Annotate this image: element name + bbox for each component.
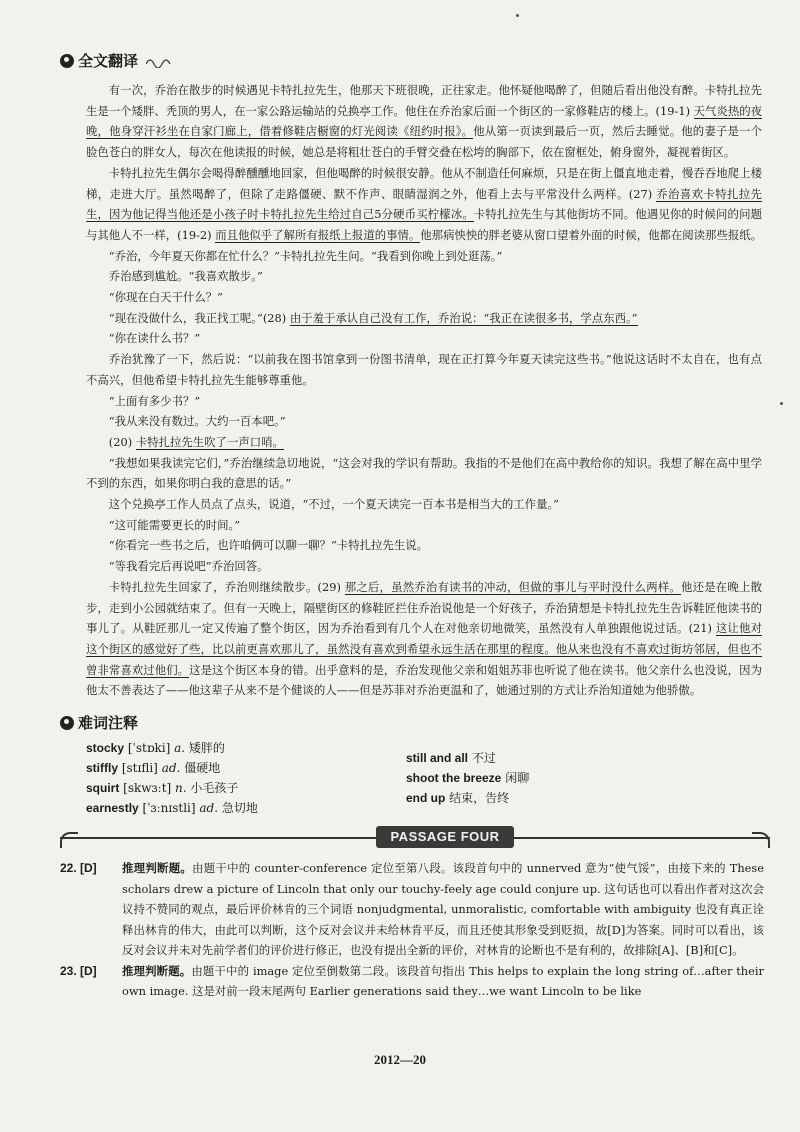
text-run: “这可能需要更长的时间。” <box>108 517 241 532</box>
answer-explanations <box>60 858 764 1002</box>
text-run: “现在没做什么，我正找工呢。”(28) <box>108 310 290 325</box>
vocab-entry <box>86 778 386 798</box>
paragraph <box>86 515 762 536</box>
underlined-answer-text: 而且他似乎了解所有报纸上报道的事情。 <box>215 227 421 242</box>
underlined-answer-text: 乔治喜欢卡特扎拉先生，因为他记得当他还是小孩子时卡特扎拉先生给过自己5分硬币买柠檬冰。 <box>86 186 762 222</box>
vocab-entry <box>406 788 706 808</box>
answer-explanation: 由题干中的 counter-conference 定位至第八段。该段首句中的 unnerved 意为“使气馁”，由接下来的 These scholars drew a picture of Lincoln that only our touchy-feely age could conjure up. 这句话也可以看出作者对这次会议持不赞同的观点，最后评价林肯的三个词语 nonjudgmental, unmoralistic, comfortable with ambiguity 也没有真正诠释出林肯的伟大，由此可以判断，这个反对会议并未给林肯平反，而且还使其形象受到贬损，故[D]为答案。同时可以看出，该反对会议并未对先前学者们的评价进行修正，也没有提出全新的评价，对林肯的论断也不是有利的，故排除[A]、[B]和[C]。 <box>122 861 764 957</box>
answer-item <box>60 961 764 1002</box>
text-run: “乔治，今年夏天你都在忙什么？”卡特扎拉先生问。“我看到你晚上到处逛荡。” <box>108 248 503 263</box>
text-run: 乔治感到尴尬。“我喜欢散步。” <box>108 269 263 284</box>
text-run: 他那病怏怏的胖老婆从窗口望着外面的时候，他都在阅读那些报纸。 <box>420 227 763 242</box>
vocab-word: still and all <box>406 751 469 765</box>
answer-number: 23. [D] <box>60 963 97 978</box>
text-run: “你在读什么书？” <box>108 331 201 346</box>
section-translation-title: 全文翻译 <box>78 52 139 70</box>
underlined-answer-text: 这让他对这个街区的感觉好了些，比以前更喜欢那儿了，虽然没有喜欢到希望永远生活在那里的程度。 <box>86 621 762 656</box>
underlined-answer-text: 那之后，虽然乔治有读书的冲动，但做的事儿与平时没什么两样。 <box>344 579 682 594</box>
paragraph <box>86 349 762 390</box>
paragraph <box>86 556 762 577</box>
vocab-pos: ad. <box>161 761 181 775</box>
underlined-answer-text: 天气炎热的夜晚，他身穿汗衫坐在自家门廊上，借着修鞋店橱窗的灯光阅读《纽约时报》。 <box>86 103 762 139</box>
vocab-entry <box>406 748 706 768</box>
paragraph <box>86 246 762 267</box>
text-run: 这是这个街区本身的错。出乎意料的是，乔治发现他父亲和姐姐苏菲也听说了他在读书。他父亲什么也没说，因为他太不善表达了——他这辈子从来不是个健谈的人——但是苏菲对乔治更温和了，她通过别的方式让乔治知道她为他骄傲。 <box>86 662 762 698</box>
text-run: 卡特扎拉先生偶尔会喝得醉醺醺地回家，但他喝醉的时候很安静。他从不制造任何麻烦，只是在街上僵直地走着，慢吞吞地爬上楼梯，走进大厅。虽然喝醉了，但除了走路僵硬、默不作声、眼睛湿润之外，他看上去与平常没什么两样。(27) <box>86 165 762 201</box>
speck <box>780 402 783 405</box>
paragraph <box>86 287 762 308</box>
paragraph <box>86 577 762 701</box>
text-run: 乔治犹豫了一下，然后说：“以前我在图书馆拿到一份图书清单，现在正打算今年夏天读完这些书。”他说这话时不太自在，也有点不高兴，但他希望卡特扎拉先生能够尊重他。 <box>86 352 762 387</box>
text-run: “上面有多少书？” <box>108 393 201 408</box>
vocab-phon: [ˈstɒki] <box>127 741 171 755</box>
paragraph <box>86 411 762 432</box>
underlined-answer-text: 由于羞于承认自己没有工作，乔治说：“我正在读很多书，学点东西。” <box>289 310 638 325</box>
vocab-pos: ad. <box>199 801 219 815</box>
translation-body <box>86 80 762 701</box>
vocab-word: squirt <box>86 781 120 795</box>
paragraph <box>86 391 762 412</box>
paragraph <box>86 308 762 329</box>
text-run: 卡特扎拉先生与其他街坊不同。他遇见你的时候问的问题与其他人不一样，(19-2) <box>86 207 762 242</box>
vocab-word: stocky <box>86 741 125 755</box>
text-run: 有一次，乔治在散步的时候遇见卡特扎拉先生，他那天下班很晚，正往家走。他怀疑他喝醉了，但随后看出他没有醉。卡特扎拉先生是一个矮胖、秃顶的男人，在一家公路运输站的兑换亭工作。他住在乔治家后面一个街区的一家修鞋店的楼上。(19-1) <box>86 83 762 118</box>
vocab-word: shoot the breeze <box>406 771 502 785</box>
vocab-column-left <box>86 738 386 818</box>
passage-label: PASSAGE FOUR <box>376 826 514 848</box>
vocab-def: 矮胖的 <box>188 741 225 755</box>
vocab-word: end up <box>406 791 446 805</box>
vocab-def: 急切地 <box>221 801 258 815</box>
vocab-def: 不过 <box>471 751 496 765</box>
vocab-entry <box>406 768 706 788</box>
vocab-column-right <box>406 748 706 808</box>
answer-explanation: 由题干中的 image 定位至倒数第二段。该段首句指出 This helps to explain the long string of…after their own image. 这是对前一段末尾两句 Earlier generations said they…we want Lincoln to be like <box>122 963 764 998</box>
vocab-def: 闲聊 <box>505 771 530 785</box>
vocab-def: 僵硬地 <box>184 761 221 775</box>
page-number: 2012—20 <box>374 1052 426 1067</box>
curl-right-ornament <box>752 832 770 848</box>
text-run: “你现在白天干什么？” <box>108 290 223 305</box>
vocab-phon: [skwɜːt] <box>123 781 172 795</box>
section-vocab-header <box>60 712 138 733</box>
answer-item <box>60 858 764 961</box>
paragraph <box>86 80 762 163</box>
question-type: 推理判断题。 <box>122 861 193 875</box>
passage-divider <box>60 826 770 850</box>
vocab-entry <box>86 738 386 758</box>
vocab-pos: n. <box>175 781 187 795</box>
bulb-icon <box>60 716 74 730</box>
section-translation-header <box>60 50 172 71</box>
paragraph <box>86 494 762 515</box>
vocab-list <box>86 738 746 818</box>
vocab-entry <box>86 758 386 778</box>
text-run: “等我看完后再说吧”乔治回答。 <box>108 559 269 574</box>
text-run: 他还是在晚上散步，走到小公园就结束了。但有一天晚上，隔壁街区的修鞋匠拦住乔治说他是一个好孩子，乔治猜想是卡特扎拉先生告诉鞋匠他读书的事儿了。从鞋匠那儿一定又传遍了整个街区，因为乔治看到有几个人在对他亲切地微笑，虽然没有人单独跟他说过话。(21) <box>86 579 762 636</box>
text-run: “我从来没有数过。大约一百本吧。” <box>108 414 286 429</box>
text-run: 他从第一页读到最后一页，然后去睡觉。他的妻子是一个脸色苍白的胖女人，每次在他读报的时候，她总是将粗壮苍白的手臂交叠在松垮的胸部下，依在窗框处，俯身窗外，凝视着街区。 <box>86 124 762 160</box>
text-run: 这个兑换亭工作人员点了点头，说道，“不过，一个夏天读完一百本书是相当大的工作量。” <box>108 497 559 512</box>
paragraph <box>86 432 762 453</box>
question-type: 推理判断题。 <box>122 963 192 978</box>
underlined-answer-text: 卡特扎拉先生吹了一声口哨。 <box>135 434 284 449</box>
paragraph <box>86 163 762 246</box>
underlined-answer-text: 他从来也没有不喜欢过街坊邻居，但也不曾非常喜欢过他们。 <box>86 641 762 677</box>
curl-left-ornament <box>60 832 78 848</box>
answer-number: 22. [D] <box>60 861 97 875</box>
vocab-word: earnestly <box>86 801 139 815</box>
text-run: “你看完一些书之后，也许咱俩可以聊一聊？”卡特扎拉先生说。 <box>108 538 428 553</box>
vocab-phon: [ˈɜːnɪstli] <box>142 801 196 815</box>
vocab-pos: a. <box>174 741 186 755</box>
vocab-entry <box>86 798 386 818</box>
section-vocab-title: 难词注释 <box>78 714 139 732</box>
text-run: (20) <box>108 434 136 449</box>
speck <box>516 14 519 17</box>
text-run: 卡特扎拉先生回家了，乔治则继续散步。(29) <box>108 579 345 594</box>
paragraph <box>86 535 762 556</box>
paragraph <box>86 266 762 287</box>
wave-ornament-icon <box>146 54 172 68</box>
vocab-word: stiffly <box>86 761 119 775</box>
vocab-phon: [stɪfli] <box>121 761 158 775</box>
text-run: “我想如果我读完它们，”乔治继续急切地说，“这会对我的学识有帮助。我指的不是他们在高中教给你的知识。我想了解在高中里学不到的东西，如果你明白我的意思的话。” <box>86 455 762 491</box>
paragraph <box>86 453 762 494</box>
vocab-def: 小毛孩子 <box>190 781 239 795</box>
bulb-icon <box>60 54 74 68</box>
paragraph <box>86 328 762 349</box>
vocab-def: 结束，告终 <box>449 791 510 805</box>
